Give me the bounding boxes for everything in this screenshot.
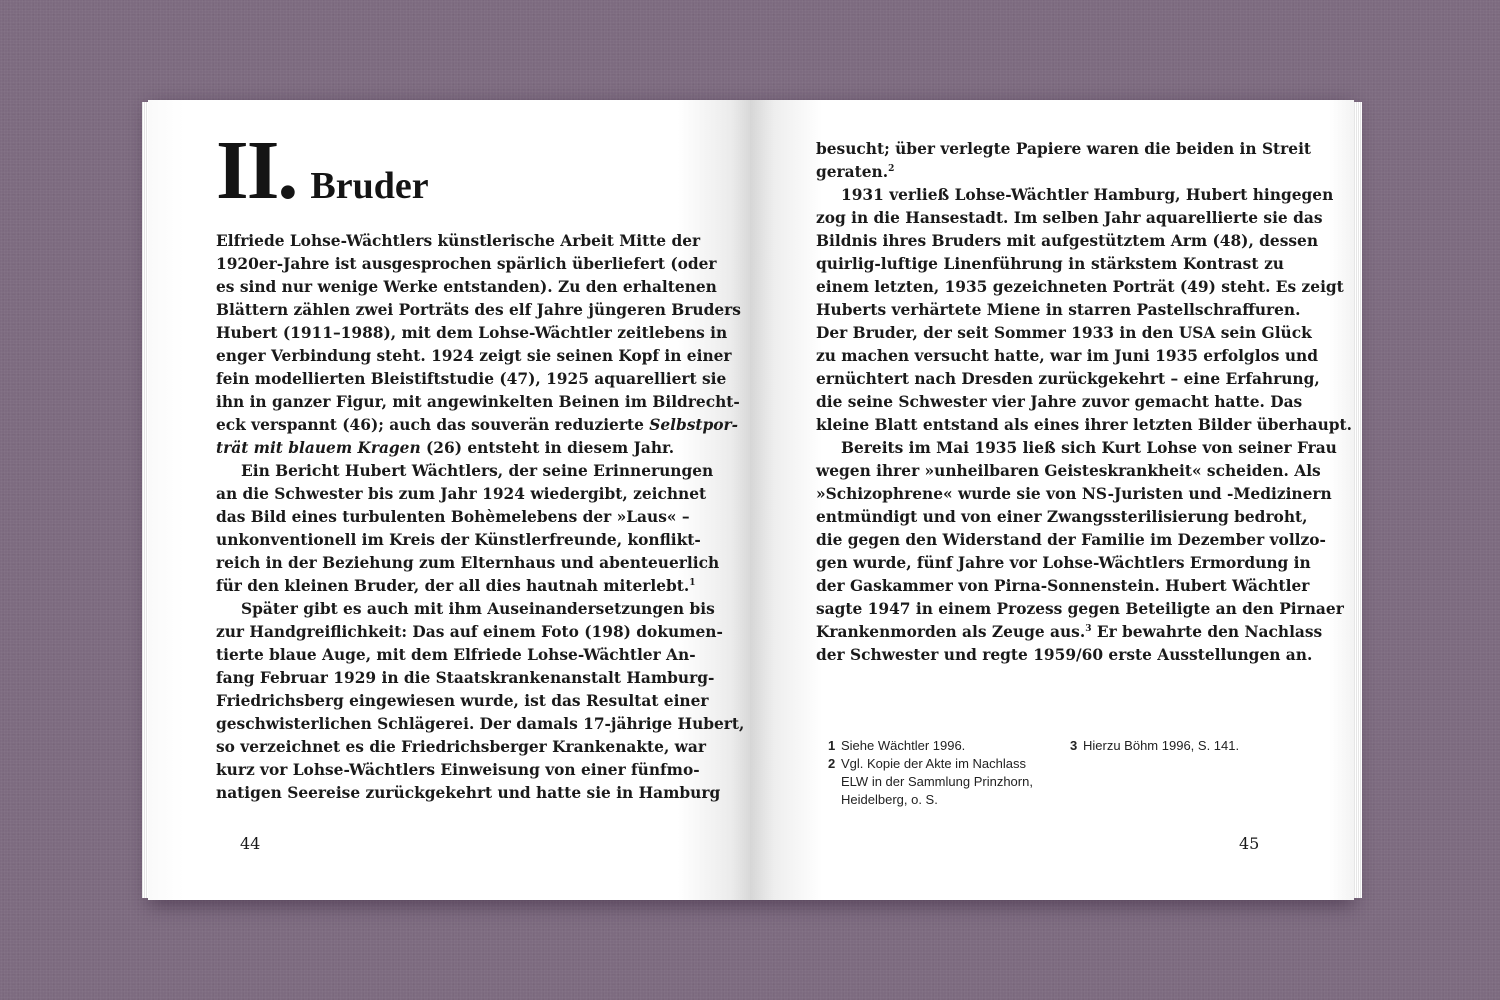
text-line: zu machen versucht hatte, war im Juni 1935 erfolglos und [816,347,1318,365]
footnote-text: Vgl. Kopie der Akte im Nachlass [841,756,1026,771]
text-line [216,414,738,437]
italic-title-end: trät mit blauem Kragen [216,439,421,457]
footnote-number: 3 [1070,738,1078,753]
text-line: unkonventionell im Kreis der Künstlerfreunde, konflikt- [216,531,701,549]
text-line: so verzeichnet es die Friedrichsberger Krankenakte, war [216,738,706,756]
text-line: Bereits im Mai 1935 ließ sich Kurt Lohse von seiner Frau [841,439,1337,457]
text-line: Der Bruder, der seit Sommer 1933 in den USA sein Glück [816,324,1312,342]
text-line: der Schwester und regte 1959/60 erste Ausstellungen an. [816,646,1313,664]
text-line: Elfriede Lohse-Wächtlers künstlerische Arbeit Mitte der [216,232,701,250]
text-line: 1931 verließ Lohse-Wächtler Hamburg, Hubert hingegen [841,186,1334,204]
text-line: fang Februar 1929 in die Staatskrankenanstalt Hamburg- [216,669,715,687]
text-line: enger Verbindung steht. 1924 zeigt sie seinen Kopf in einer [216,347,732,365]
text-line: besucht; über verlegte Papiere waren die beiden in Streit [816,140,1312,158]
text-line: ihn in ganzer Figur, mit angewinkelten Beinen im Bildrecht- [216,393,740,411]
text-line: der Gaskammer von Pirna-Sonnenstein. Hubert Wächtler [816,577,1310,595]
text-line [816,161,894,184]
text-line: geschwisterlichen Schlägerei. Der damals 17-jährige Hubert, [216,715,745,733]
text-line [216,575,696,598]
text-line [216,437,674,460]
text-line: tierte blaue Auge, mit dem Elfriede Lohse-Wächtler An- [216,646,696,664]
footnote-number: 1 [828,738,836,753]
text-line: an die Schwester bis zum Jahr 1924 wiedergibt, zeichnet [216,485,707,503]
footnote-text: Siehe Wächtler 1996. [841,738,966,753]
chapter-title: Bruder [310,165,429,207]
text-line: Huberts verhärtete Miene in starren Pastellschraffuren. [816,301,1301,319]
text-line: sagte 1947 in einem Prozess gegen Beteiligte an den Pirnaer [816,600,1344,618]
text-line: kleine Blatt entstand als eines ihrer letzten Bilder überhaupt. [816,416,1353,434]
text-line: zur Handgreiflichkeit: Das auf einem Foto (198) dokumen- [216,623,723,641]
text-line: »Schizophrene« wurde sie von NS-Juristen und -Medizinern [816,485,1332,503]
footnote-ref[interactable]: 3 [1085,624,1092,634]
page-number-left: 44 [240,834,261,853]
text-segment: eck verspannt (46); auch das souverän reduzierte [216,416,644,434]
text-segment: Krankenmorden als Zeuge aus. [816,623,1086,641]
text-line: einem letzten, 1935 gezeichneten Porträt (49) steht. Es zeigt [816,278,1344,296]
text-line: kurz vor Lohse-Wächtlers Einweisung von einer fünfmo- [216,761,700,779]
text-line: die gegen den Widerstand der Familie im Dezember vollzo- [816,531,1326,549]
page-number-right: 45 [1239,834,1260,853]
text-line: ernüchtert nach Dresden zurückgekehrt – eine Erfahrung, [816,370,1320,388]
chapter-heading [216,124,429,217]
text-line: Blättern zählen zwei Porträts des elf Jahre jüngeren Bruders [216,301,741,319]
open-book [148,100,1354,900]
text-line: das Bild eines turbulenten Bohèmelebens der »Laus« – [216,508,690,526]
footnote-ref[interactable]: 1 [689,578,696,588]
text-line: entmündigt und von einer Zwangssterilisierung bedroht, [816,508,1308,526]
page-edges-right [1354,102,1362,898]
footnote-ref[interactable]: 2 [888,164,895,174]
footnote-1 [828,737,1058,755]
text-line: die seine Schwester vier Jahre zuvor gemacht hatte. Das [816,393,1303,411]
text-line: Bildnis ihres Bruders mit aufgestütztem Arm (48), dessen [816,232,1319,250]
footnote-number: 2 [828,756,836,771]
text-line: Ein Bericht Hubert Wächtlers, der seine Erinnerungen [241,462,714,480]
footnote-2 [828,755,1058,809]
text-line: 1920er-Jahre ist ausgesprochen spärlich überliefert (oder [216,255,717,273]
right-page [750,100,1354,900]
text-line: Friedrichsberg eingewiesen wurde, ist das Resultat einer [216,692,709,710]
text-line: natigen Seereise zurückgekehrt und hatte sie in Hamburg [216,784,721,802]
footnote-text: Hierzu Böhm 1996, S. 141. [1083,738,1240,753]
text-line: zog in die Hansestadt. Im selben Jahr aquarellierte sie das [816,209,1323,227]
text-line: fein modellierten Bleistiftstudie (47), 1925 aquarelliert sie [216,370,727,388]
text-line: wegen ihrer »unheilbaren Geisteskrankheit« scheiden. Als [816,462,1321,480]
italic-title-start: Selbstpor- [649,416,739,434]
footnote-3 [1070,737,1300,755]
footnote-text: Heidelberg, o. S. [841,792,938,807]
left-page [148,100,750,900]
chapter-number: II. [216,124,297,217]
text-line: Später gibt es auch mit ihm Auseinandersetzungen bis [241,600,715,618]
text-segment: geraten. [816,163,889,181]
text-line [816,621,1322,644]
text-segment: (26) entsteht in diesem Jahr. [420,439,675,457]
footnote-text: ELW in der Sammlung Prinzhorn, [841,774,1033,789]
text-line: es sind nur wenige Werke entstanden). Zu den erhaltenen [216,278,717,296]
text-line: Hubert (1911–1988), mit dem Lohse-Wächtler zeitlebens in [216,324,728,342]
text-segment: für den kleinen Bruder, der all dies hautnah miterlebt. [216,577,690,595]
text-line: gen wurde, fünf Jahre vor Lohse-Wächtlers Ermordung in [816,554,1311,572]
text-segment: Er bewahrte den Nachlass [1091,623,1323,641]
text-line: reich in der Beziehung zum Elternhaus und abenteuerlich [216,554,720,572]
text-line: quirlig-luftige Linenführung in stärkstem Kontrast zu [816,255,1284,273]
